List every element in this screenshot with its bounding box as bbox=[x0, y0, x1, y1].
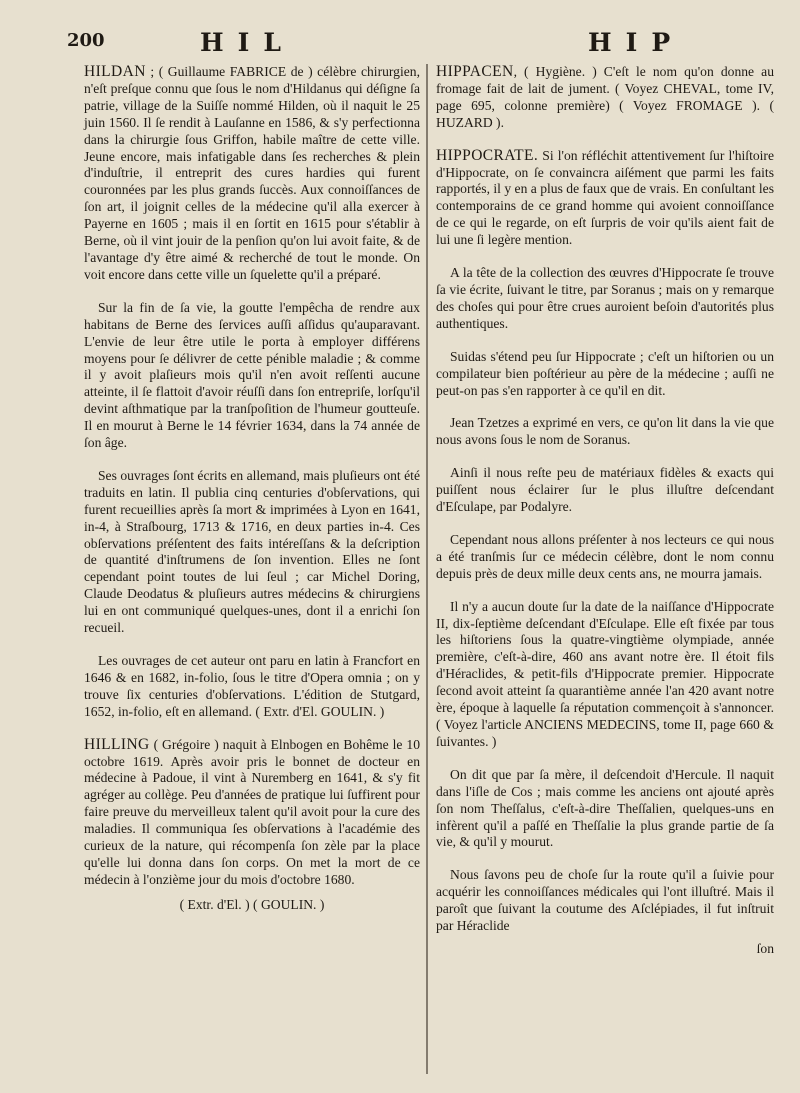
right-column bbox=[436, 64, 774, 958]
entry-hildan bbox=[84, 64, 420, 284]
column-divider bbox=[426, 64, 428, 1074]
source-attribution: ( Extr. d'El. ) ( GOULIN. ) bbox=[179, 896, 325, 912]
entry-text: Si l'on réfléchit attentivement ſur l'hiſtoire d'Hippocrate, on ſe convaincra aiſément que parmi les faits rapportés, il y en a plus de faux que de vrais. En conſultant les contemporains de ce grand homme qui avoient connoiſſance de ce qui le regarde, on eſt ſurpris de voir qu'ils aient fait de lui une ſi legère mention. bbox=[436, 147, 774, 248]
headword: HILLING bbox=[84, 735, 150, 753]
paragraph: Il n'y a aucun doute ſur la date de la naiſſance d'Hippocrate II, dix-ſeptième deſcendant d'Eſculape. Elle eſt fixée par tous les hiſtoriens ſous la quatre-vingtième olympiade, année première, c'eſt-à-dire, 460 ans avant notre ère. Il étoit fils d'Héraclides, & petit-fils d'Hippocrate premier. Hippocrate ſecond avoit atteint ſa quarantième année l'an 420 avant notre ère, époque à laquelle ſa réputation commençoit à s'annoncer. ( Voyez l'article ANCIENS MEDECINS, tome II, page 660 & ſuivantes. ) bbox=[436, 598, 774, 749]
paragraph: A la tête de la collection des œuvres d'Hippocrate ſe trouve ſa vie écrite, ſuivant le titre, par Soranus ; mais on y remarque des choſes qui pour être crues auroient beſoin d'autorités plus authentiques. bbox=[436, 265, 774, 331]
paragraph: Les ouvrages de cet auteur ont paru en latin à Francfort en 1646 & en 1682, in-folio, ſous le titre d'Opera omnia ; on y trouve ſix centuries d'obſervations. L'édition de Stutgard, 1652, in-folio, eſt en allemand. ( Extr. d'El. GOULIN. ) bbox=[84, 653, 420, 719]
running-head-left: HIL bbox=[200, 28, 295, 57]
entry-hilling bbox=[84, 737, 420, 889]
entry-hippocrate bbox=[436, 148, 774, 249]
running-head-right: HIP bbox=[588, 28, 685, 57]
entry-text: ( Grégoire ) naquit à Elnbogen en Bohême le 10 octobre 1619. Après avoir pris le bonnet de docteur en médecine à Padoue, il vint à Nuremberg en 1641, & s'y fit agréger au collège. Peu d'années de pratique lui ſuffirent pour faire preuve du merveilleux talent qu'il avoit pour la cure des maladies. Il communiqua ſes obſervations à l'académie des curieux de la nature, qui récompenſa ſon zèle par la place qu'elle lui donna dans ſon corps. On met la mort de ce médecin à l'onzième jour du mois d'octobre 1680. bbox=[84, 736, 420, 887]
headword: HIPPACEN bbox=[436, 63, 514, 80]
paragraph: Ses ouvrages ſont écrits en allemand, mais pluſieurs ont été traduits en latin. Il publia cinq centuries d'obſervations, qui furent recueillies après ſa mort & imprimées à Lyon en 1641, in-4, à Straſbourg, 1713 & 1716, en deux parties in-4. Ces obſervations préſentent des faits intéreſſans & la deſcription de quantité d'inſtrumens de ſon invention. Elles ne ſont cependant point toutes de lui ſeul ; car Michel Doring, Claude Deodatus & pluſieurs autres médecins & chirurgiens lui en ont communiqué quelques-unes, dont il a enrichi ſon recueil. bbox=[84, 467, 420, 636]
paragraph: Ainſi il nous reſte peu de matériaux fidèles & exacts qui puiſſent nous éclairer ſur le plus illuſtre deſcendant d'Eſculape, par Podalyre. bbox=[436, 465, 774, 515]
paragraph: Sur la fin de ſa vie, la goutte l'empêcha de rendre aux habitans de Berne des ſervices auſſi aſſidus qu'auparavant. L'envie de leur être utile le porta à employer différens moyens pour ſe délivrer de cette pénible maladie ; & comme il y avoit plaſieurs mois qu'il n'en avoit reſſenti aucune atteinte, il ſe flattoit d'avoir réuſſi dans ſon entrepriſe, lorſqu'il devint aſthmatique par la tranſpoſition de l'humeur goutteuſe. Il en mourut à Berne le 14 février 1634, dans la 74 année de ſon âge. bbox=[84, 299, 420, 451]
paragraph: Suidas s'étend peu ſur Hippocrate ; c'eſt un hiſtorien ou un compilateur bien poſtérieur au père de la médecine ; auſſi ne peut-on pas s'en rapporter à ce qu'il en dit. bbox=[436, 348, 774, 398]
entry-text: ; ( Guillaume FABRICE de ) célèbre chirurgien, n'eſt preſque connu que ſous le nom d'Hildanus qui déſigne ſa patrie, village de la Suiſſe nommé Hilden, où il naquit le 25 juin 1560. Il ſe rendit à Lauſanne en 1586, & s'y perfectionna dans la chirurgie ſous Griffon, habile maître de cette ville. Jeune encore, mais infatigable dans ſes recherches & plein d'induſtrie, il entreprit des cures hardies qui furent couronnées par les plus grands ſuccès. Aux connoiſſances de ſon art, il joignit celles de la médecine qu'il alla exercer à Payerne en 1605 ; mais il en ſortit en 1615 pour s'établir à Berne, où il vint jouir de la penſion qu'on lui avoit faite, & de l'avantage d'y être aimé & recherché de tout le monde. On voit encore dans cette ville un ſquelette qu'il a préparé. bbox=[84, 64, 420, 282]
paragraph: Nous ſavons peu de choſe ſur la route qu'il a ſuivie pour acquérir les connoiſſances médicales qui l'ont illuſtré. Mais il paroît que ſuivant la coutume des Aſclépiades, il fut inſtruit par Héraclide bbox=[436, 867, 774, 934]
left-column bbox=[84, 64, 420, 930]
paragraph: On dit que par ſa mère, il deſcendoit d'Hercule. Il naquit dans l'iſle de Cos ; mais comme les anciens ont ajouté après ſon nom Theſſalus, c'eſt-à-dire Theſſalien, quelques-uns en infèrent qu'il a paſſé en Theſſalie la plus grande partie de ſa vie, & qu'il y mourut. bbox=[436, 766, 774, 850]
entry-hippacen bbox=[436, 64, 774, 132]
paragraph: Jean Tzetzes a exprimé en vers, ce qu'on lit dans la vie que nous avons ſous le nom de Soranus. bbox=[436, 415, 774, 448]
paragraph: Cependant nous allons préſenter à nos lecteurs ce qui nous a été tranſmis ſur ce médecin célèbre, dont le nom connu depuis près de deux mille deux cents ans, ne mourra jamais. bbox=[436, 531, 774, 581]
entry-text: , ( Hygiène. ) C'eſt le nom qu'on donne au fromage fait de lait de jument. ( Voyez CHEVAL, tome IV, page 695, colonne première) ( Voyez FROMAGE ). ( HUZARD ). bbox=[436, 64, 774, 130]
headword: HIPPOCRATE. bbox=[436, 146, 539, 164]
headword: HILDAN bbox=[84, 63, 146, 80]
page-number: 200 bbox=[67, 30, 105, 51]
catchword: ſon bbox=[756, 940, 774, 956]
